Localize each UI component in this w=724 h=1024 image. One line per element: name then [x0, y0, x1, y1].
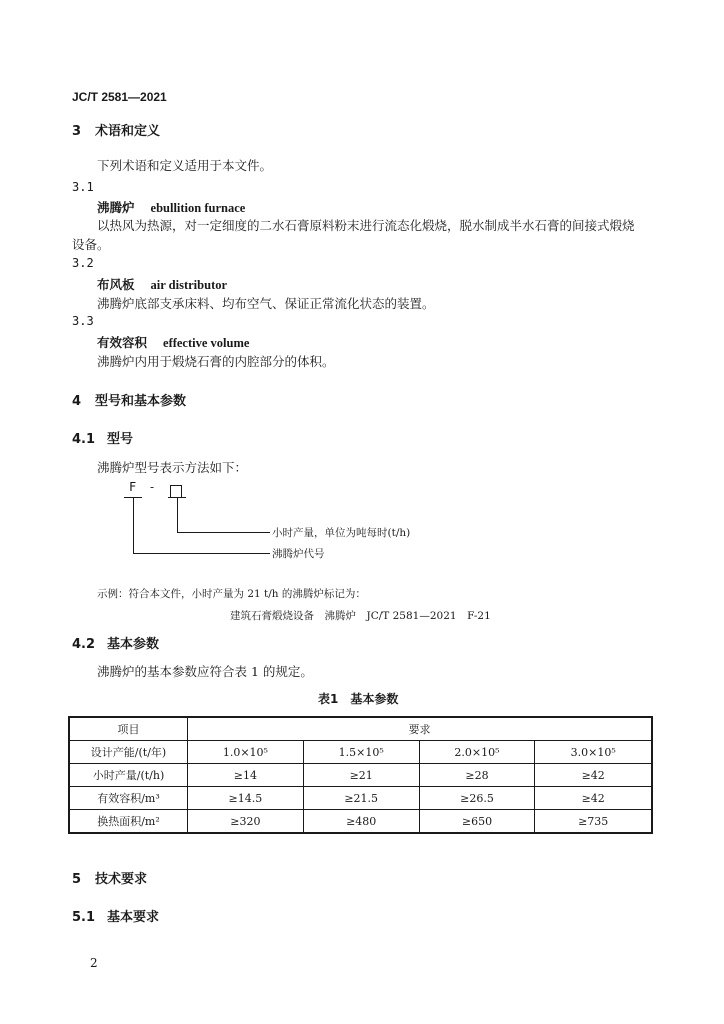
term-number: 3.3	[72, 314, 94, 328]
term-en: effective volume	[163, 336, 250, 350]
connector-code-vertical	[133, 498, 134, 553]
table-cell: ≥42	[535, 764, 652, 787]
section-3-heading	[72, 120, 160, 139]
params-intro: 沸腾炉的基本参数应符合表 1 的规定。	[97, 664, 313, 679]
table-row	[69, 810, 652, 834]
table-cell: ≥14	[188, 764, 304, 787]
term-zh: 沸腾炉	[97, 200, 135, 215]
table-cell: 2.0×10⁵	[419, 741, 535, 764]
section-title: 型号和基本参数	[95, 394, 187, 409]
term-zh: 布风板	[97, 277, 135, 292]
term-definition-cont: 设备。	[72, 237, 110, 252]
page-number: 2	[90, 956, 98, 970]
model-intro: 沸腾炉型号表示方法如下：	[97, 460, 248, 475]
standard-number: JC/T 2581—2021	[72, 90, 167, 104]
table-cell: 1.0×10⁵	[188, 741, 304, 764]
table-cell: ≥320	[188, 810, 304, 834]
section-number: 5	[72, 872, 82, 887]
section-title: 术语和定义	[95, 124, 161, 139]
table-cell: ≥26.5	[419, 787, 535, 810]
term-zh: 有效容积	[97, 335, 148, 350]
subsection-4-1-heading	[72, 428, 133, 447]
table-cell: ≥650	[419, 810, 535, 834]
basic-parameters-table	[68, 716, 653, 834]
table-cell: ≥21.5	[303, 787, 419, 810]
connector-capacity-horizontal	[177, 532, 270, 533]
row-label: 设计产能/(t/年)	[69, 741, 188, 764]
term-definition: 沸腾炉底部支承床料、均布空气、保证正常流化状态的装置。	[97, 296, 435, 311]
table-header-row	[69, 717, 652, 741]
subsection-5-1-heading	[72, 906, 159, 925]
table-cell: ≥21	[303, 764, 419, 787]
label-code: 沸腾炉代号	[272, 548, 325, 560]
table-row	[69, 787, 652, 810]
term-title	[97, 198, 245, 216]
header-item: 项目	[69, 717, 188, 741]
term-number: 3.2	[72, 256, 94, 270]
subsection-title: 型号	[107, 432, 134, 447]
subsection-number: 4.2	[72, 637, 96, 652]
code-letter: F	[129, 480, 137, 494]
term-title	[97, 275, 227, 293]
table-caption: 表1 基本参数	[318, 692, 399, 706]
section-4-heading	[72, 390, 186, 409]
table-row	[69, 741, 652, 764]
term-en: ebullition furnace	[150, 201, 246, 215]
header-requirement: 要求	[188, 717, 653, 741]
subsection-title: 基本参数	[107, 637, 160, 652]
subsection-number: 5.1	[72, 910, 96, 925]
label-capacity: 小时产量，单位为吨每时(t/h)	[272, 527, 411, 539]
connector-code-horizontal	[133, 553, 270, 554]
table-cell: ≥480	[303, 810, 419, 834]
table-cell: 1.5×10⁵	[303, 741, 419, 764]
table-cell: ≥735	[535, 810, 652, 834]
row-label: 小时产量/(t/h)	[69, 764, 188, 787]
section-title: 技术要求	[95, 872, 148, 887]
subsection-number: 4.1	[72, 432, 96, 447]
row-label: 换热面积/m²	[69, 810, 188, 834]
section-number: 4	[72, 394, 82, 409]
term-definition: 以热风为热源，对一定细度的二水石膏原料粉末进行流态化煅烧，脱水制成半水石膏的间接式煅烧	[97, 218, 635, 233]
subsection-title: 基本要求	[107, 910, 160, 925]
example-text: 示例：符合本文件，小时产量为 21 t/h 的沸腾炉标记为：	[97, 588, 366, 600]
subsection-4-2-heading	[72, 633, 159, 652]
term-title	[97, 333, 249, 351]
example-marking: 建筑石膏煅烧设备 沸腾炉 JC/T 2581—2021 F-21	[230, 610, 491, 622]
table-cell: ≥28	[419, 764, 535, 787]
term-definition: 沸腾炉内用于煅烧石膏的内腔部分的体积。	[97, 354, 335, 369]
table-row	[69, 764, 652, 787]
section-5-heading	[72, 868, 147, 887]
table-cell: ≥14.5	[188, 787, 304, 810]
connector-capacity-vertical	[177, 498, 178, 532]
table-cell: ≥42	[535, 787, 652, 810]
term-en: air distributor	[150, 278, 228, 292]
table-cell: 3.0×10⁵	[535, 741, 652, 764]
section-number: 3	[72, 124, 82, 139]
term-number: 3.1	[72, 180, 94, 194]
section-3-intro: 下列术语和定义适用于本文件。	[97, 158, 273, 173]
row-label: 有效容积/m³	[69, 787, 188, 810]
code-dash: -	[150, 480, 155, 494]
